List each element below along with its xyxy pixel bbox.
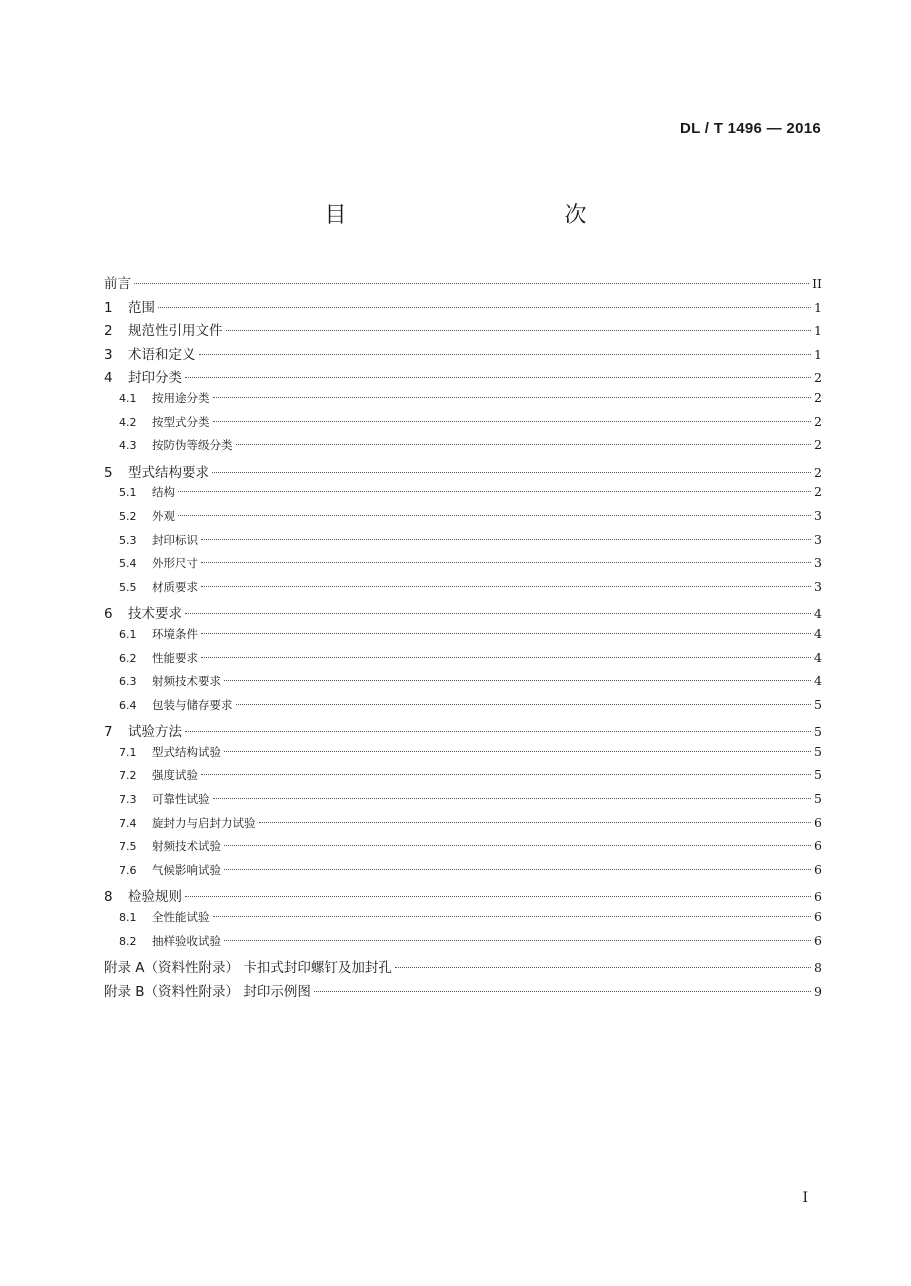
toc-entry-number: 5 bbox=[104, 464, 113, 481]
dot-leader bbox=[226, 330, 812, 331]
toc-entry-page: 1 bbox=[814, 299, 822, 315]
toc-entry[interactable] bbox=[104, 532, 822, 556]
toc-entry-number: 6 bbox=[104, 606, 113, 623]
toc-entry-label: 强度试验 bbox=[152, 768, 198, 783]
toc-entry-number: 3 bbox=[104, 346, 113, 363]
toc-entry-label: 型式结构要求 bbox=[128, 464, 209, 481]
toc-entry-label: 范围 bbox=[128, 299, 155, 316]
dot-leader bbox=[224, 680, 811, 681]
toc-entry[interactable] bbox=[104, 602, 822, 626]
toc-entry-page: 6 bbox=[814, 909, 822, 925]
dot-leader bbox=[213, 916, 812, 917]
page-number: I bbox=[802, 1190, 808, 1206]
dot-leader bbox=[213, 798, 812, 799]
toc-entry[interactable] bbox=[104, 366, 822, 390]
toc-entry-label: 检验规则 bbox=[128, 889, 182, 906]
dot-leader bbox=[185, 377, 811, 378]
toc-entry-number: 7.2 bbox=[119, 769, 137, 783]
dot-leader bbox=[224, 751, 811, 752]
toc-entry-page: 5 bbox=[814, 724, 822, 740]
toc-entry-page: 4 bbox=[814, 649, 822, 665]
dot-leader bbox=[178, 491, 811, 492]
toc-entry-label: 结构 bbox=[152, 485, 175, 500]
toc-entry-label: 前言 bbox=[104, 276, 131, 292]
toc-entry-number: 5.2 bbox=[119, 509, 137, 523]
toc-entry-page: 4 bbox=[814, 673, 822, 689]
toc-entry-page: II bbox=[812, 276, 822, 291]
toc-entry-number: 5.1 bbox=[119, 486, 137, 500]
toc-entry[interactable] bbox=[104, 720, 822, 744]
toc-entry[interactable] bbox=[104, 838, 822, 862]
dot-leader bbox=[395, 967, 811, 968]
dot-leader bbox=[185, 613, 811, 614]
toc-entry-label: 封印分类 bbox=[128, 370, 182, 387]
toc-entry-number: 2 bbox=[104, 323, 113, 340]
toc-entry-number: 4.2 bbox=[119, 415, 137, 429]
toc-entry[interactable] bbox=[104, 343, 822, 367]
toc-entry-label: 按型式分类 bbox=[152, 414, 210, 429]
dot-leader bbox=[134, 283, 809, 284]
toc-entry-page: 2 bbox=[814, 437, 822, 453]
toc-entry-label: 外观 bbox=[152, 508, 175, 523]
toc-entry-label: 按防伪等级分类 bbox=[152, 438, 233, 453]
toc-entry-page: 1 bbox=[814, 346, 822, 362]
toc-entry[interactable] bbox=[104, 437, 822, 461]
dot-leader bbox=[158, 307, 811, 308]
toc-entry-label: 按用途分类 bbox=[152, 390, 210, 405]
toc-entry-number: 7.4 bbox=[119, 816, 137, 830]
toc-entry-label: 规范性引用文件 bbox=[128, 323, 223, 340]
toc-entry-label: 气候影响试验 bbox=[152, 862, 221, 877]
toc-entry-label: 旋封力与启封力试验 bbox=[152, 815, 256, 830]
toc-entry-page: 3 bbox=[814, 555, 822, 571]
toc-entry[interactable] bbox=[104, 697, 822, 721]
dot-leader bbox=[224, 940, 811, 941]
toc-entry-number: 5.4 bbox=[119, 557, 137, 571]
dot-leader bbox=[224, 869, 811, 870]
toc-entry[interactable] bbox=[104, 555, 822, 579]
toc-entry-number: 7 bbox=[104, 724, 113, 741]
toc-entry-page: 5 bbox=[814, 743, 822, 759]
toc-entry-page: 6 bbox=[814, 838, 822, 854]
toc-entry-number: 8.1 bbox=[119, 911, 137, 925]
toc-entry[interactable] bbox=[104, 767, 822, 791]
toc-entry-label: 环境条件 bbox=[152, 626, 198, 641]
toc-entry[interactable] bbox=[104, 579, 822, 603]
toc-entry[interactable] bbox=[104, 390, 822, 414]
toc-entry-number: 6.1 bbox=[119, 627, 137, 641]
toc-entry-number: 7.5 bbox=[119, 840, 137, 854]
toc-entry-label: 术语和定义 bbox=[128, 346, 196, 363]
toc-entry[interactable] bbox=[104, 744, 822, 768]
toc-entry-number: 4.3 bbox=[119, 439, 137, 453]
dot-leader bbox=[259, 822, 812, 823]
toc-entry[interactable] bbox=[104, 933, 822, 957]
toc-entry-page: 9 bbox=[814, 983, 822, 999]
toc-entry-number: 8.2 bbox=[119, 934, 137, 948]
toc-entry-label: 外形尺寸 bbox=[152, 556, 198, 571]
toc-entry[interactable] bbox=[104, 909, 822, 933]
toc-entry[interactable] bbox=[104, 461, 822, 485]
dot-leader bbox=[201, 774, 811, 775]
toc-entry-page: 5 bbox=[814, 767, 822, 783]
toc-entry-page: 5 bbox=[814, 696, 822, 712]
dot-leader bbox=[201, 633, 811, 634]
toc-entry-number: 5.3 bbox=[119, 533, 137, 547]
toc-entry[interactable] bbox=[104, 626, 822, 650]
toc-entry-page: 3 bbox=[814, 507, 822, 523]
toc-entry-label: 封印标识 bbox=[152, 532, 198, 547]
toc-entry-label: 试验方法 bbox=[128, 724, 182, 741]
document-code: DL / T 1496 — 2016 bbox=[679, 120, 821, 137]
toc-entry-page: 3 bbox=[814, 578, 822, 594]
toc-entry-page: 6 bbox=[814, 889, 822, 905]
toc-entry[interactable] bbox=[104, 815, 822, 839]
toc-entry[interactable] bbox=[104, 272, 822, 296]
dot-leader bbox=[236, 704, 812, 705]
toc-entry-number: 4.1 bbox=[119, 391, 137, 405]
toc-entry-label: 射频技术试验 bbox=[152, 839, 221, 854]
toc-entry-label: 抽样验收试验 bbox=[152, 933, 221, 948]
toc-entry-page: 6 bbox=[814, 814, 822, 830]
toc-entry-page: 2 bbox=[814, 484, 822, 500]
toc-entry-page: 4 bbox=[814, 606, 822, 622]
toc-entry[interactable] bbox=[104, 956, 822, 980]
toc-entry-label: 全性能试验 bbox=[152, 910, 210, 925]
toc-entry[interactable] bbox=[104, 980, 822, 1004]
dot-leader bbox=[212, 472, 811, 473]
toc-entry-page: 2 bbox=[814, 464, 822, 480]
dot-leader bbox=[178, 515, 811, 516]
toc-entry-number: 7.6 bbox=[119, 863, 137, 877]
page-title: 目 次 bbox=[324, 203, 645, 228]
toc-entry[interactable] bbox=[104, 296, 822, 320]
toc-entry[interactable] bbox=[104, 791, 822, 815]
toc-entry-number: 5.5 bbox=[119, 580, 137, 594]
toc-entry-number: 7.1 bbox=[119, 745, 137, 759]
toc-entry-number: 6.4 bbox=[119, 698, 137, 712]
dot-leader bbox=[236, 444, 812, 445]
toc-entry-page: 6 bbox=[814, 861, 822, 877]
toc-entry-page: 3 bbox=[814, 531, 822, 547]
toc-entry-number: 8 bbox=[104, 889, 113, 906]
dot-leader bbox=[224, 845, 811, 846]
toc-entry-page: 1 bbox=[814, 323, 822, 339]
toc-entry-number: 6.3 bbox=[119, 675, 137, 689]
toc-entry[interactable] bbox=[104, 650, 822, 674]
toc-entry[interactable] bbox=[104, 414, 822, 438]
dot-leader bbox=[314, 991, 811, 992]
toc-entry-label: 可靠性试验 bbox=[152, 792, 210, 807]
toc-entry-page: 8 bbox=[814, 960, 822, 976]
toc-entry-label: 附录 A（资料性附录） 卡扣式封印螺钉及加封孔 bbox=[104, 960, 392, 977]
toc-entry-label: 包装与储存要求 bbox=[152, 697, 233, 712]
toc-entry-number: 4 bbox=[104, 370, 113, 387]
toc-entry[interactable] bbox=[104, 319, 822, 343]
toc-entry-label: 材质要求 bbox=[152, 579, 198, 594]
toc-entry-number: 6.2 bbox=[119, 651, 137, 665]
toc-entry[interactable] bbox=[104, 508, 822, 532]
dot-leader bbox=[201, 562, 811, 563]
toc-entry-number: 1 bbox=[104, 299, 113, 316]
toc-entry-page: 2 bbox=[814, 389, 822, 405]
toc-entry[interactable] bbox=[104, 484, 822, 508]
toc-entry-page: 2 bbox=[814, 413, 822, 429]
dot-leader bbox=[185, 896, 811, 897]
table-of-contents bbox=[104, 272, 822, 1003]
toc-entry-label: 附录 B（资料性附录） 封印示例图 bbox=[104, 983, 311, 1000]
toc-entry-page: 4 bbox=[814, 625, 822, 641]
toc-entry[interactable] bbox=[104, 673, 822, 697]
toc-entry-label: 技术要求 bbox=[128, 606, 182, 623]
toc-entry-number: 7.3 bbox=[119, 793, 137, 807]
toc-entry-label: 型式结构试验 bbox=[152, 744, 221, 759]
dot-leader bbox=[201, 657, 811, 658]
dot-leader bbox=[213, 397, 812, 398]
toc-entry-page: 6 bbox=[814, 932, 822, 948]
toc-entry[interactable] bbox=[104, 862, 822, 886]
toc-entry[interactable] bbox=[104, 885, 822, 909]
dot-leader bbox=[201, 586, 811, 587]
toc-entry-label: 射频技术要求 bbox=[152, 674, 221, 689]
toc-entry-label: 性能要求 bbox=[152, 650, 198, 665]
toc-entry-page: 2 bbox=[814, 370, 822, 386]
dot-leader bbox=[213, 421, 812, 422]
dot-leader bbox=[185, 731, 811, 732]
toc-entry-page: 5 bbox=[814, 791, 822, 807]
dot-leader bbox=[199, 354, 812, 355]
dot-leader bbox=[201, 539, 811, 540]
